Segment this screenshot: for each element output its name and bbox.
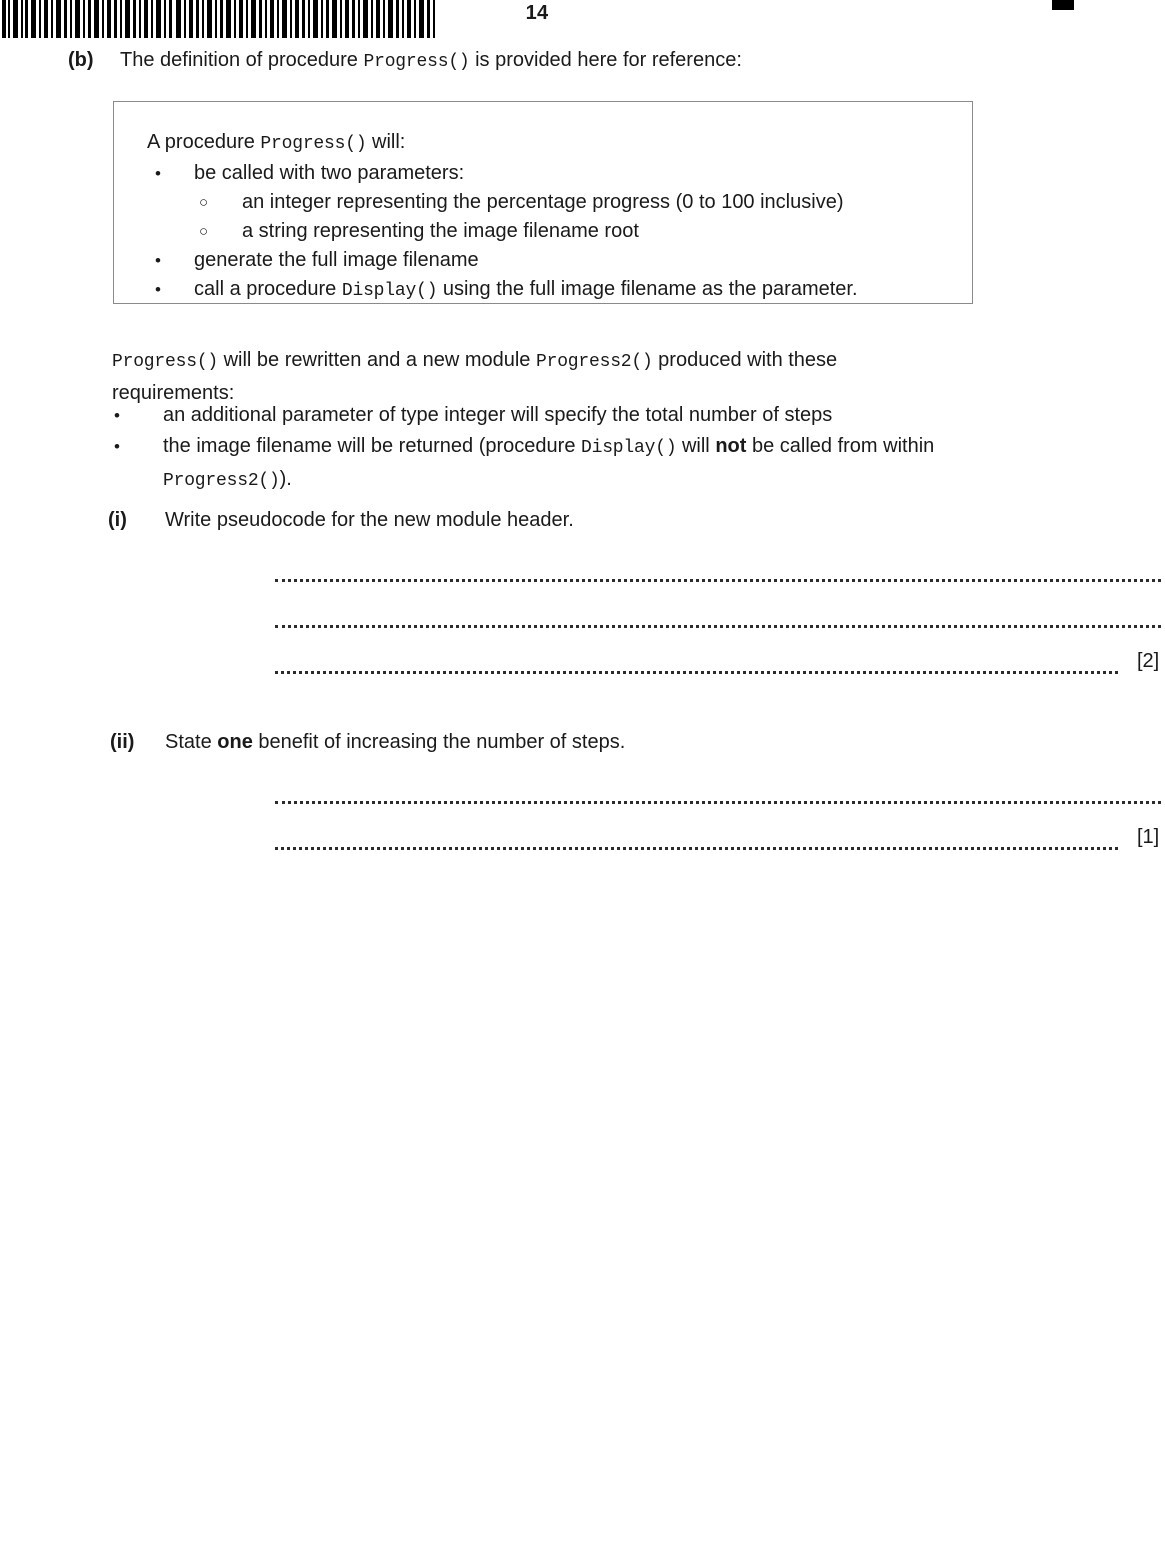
part-b-label: (b) [68,49,94,71]
definition-item-text: a string representing the image filename root [242,220,639,242]
definition-item-text: generate the full image filename [194,249,479,271]
sub-question-ii [108,729,1160,848]
answer-dotted-rule [275,843,1118,850]
circle-bullet-icon: ○ [199,194,209,211]
requirements-item-text-after: be called from within [746,435,935,457]
procedure-definition-content [147,128,960,306]
definition-intro-code: Progress() [260,134,367,154]
answer-line[interactable] [275,575,1165,621]
answer-dotted-rule [275,667,1118,674]
answer-line[interactable] [275,650,1165,713]
definition-intro-before: A procedure [147,131,261,153]
sub-question-ii-text-before: State [165,731,218,753]
bullet-icon: • [155,280,161,299]
answer-line[interactable] [275,797,1165,843]
requirements-item [112,431,1057,497]
definition-item [147,246,960,275]
marks-allocation: [2] [1137,650,1160,672]
definition-item [147,275,960,306]
definition-item-text-after: using the full image filename as the parameter. [437,278,858,300]
definition-item [147,188,960,217]
requirements-item-code-2: Progress2() [163,471,280,491]
marks-allocation: [1] [1137,826,1160,848]
answer-dotted-rule [275,621,1161,628]
answer-dotted-rule [275,575,1161,582]
requirements-list [112,400,1057,497]
sub-question-i-stem [108,507,1058,534]
bullet-icon: • [114,437,120,456]
page-number: 14 [525,2,549,24]
answer-line[interactable] [275,621,1165,667]
requirements-code-2: Progress2() [535,352,653,372]
answer-lines-ii[interactable] [275,797,1165,889]
requirements-item [112,400,1057,431]
sub-question-ii-roman: (ii) [110,731,135,753]
part-b-intro [68,47,1028,75]
sub-question-ii-text-after: benefit of increasing the number of steps. [252,731,626,753]
sub-question-ii-bold: one [217,731,253,753]
definition-item-code: Display() [341,281,438,301]
sub-question-ii-stem [108,729,1058,756]
sub-question-i [108,507,1160,672]
requirements-code-1: Progress() [112,352,219,372]
answer-line[interactable] [275,826,1165,889]
definition-item [147,159,960,188]
sub-question-i-text: Write pseudocode for the new module header. [165,509,574,531]
definition-intro-after: will: [366,131,406,153]
requirements-item-text-before: the image filename will be returned (procedure [163,435,581,457]
requirements-text-end: produced with these [652,349,838,371]
definition-intro [147,128,960,159]
requirements-item-text-end: ). [279,468,292,490]
part-b-code: Progress() [363,52,470,72]
bullet-icon: • [155,251,161,270]
procedure-definition-box [113,101,973,304]
corner-registration-mark [1052,0,1074,10]
requirements-item-code-1: Display() [581,438,677,458]
answer-dotted-rule [275,797,1161,804]
requirements-text-mid: will be rewritten and a new module [218,349,536,371]
part-b-text-before: The definition of procedure [120,49,364,71]
requirements-item-text: an additional parameter of type integer will specify the total number of steps [163,404,833,426]
requirements-text-line2: requirements: [112,382,235,404]
circle-bullet-icon: ○ [199,223,209,240]
definition-item-text: be called with two parameters: [194,162,465,184]
requirements-item-text-mid: will [676,435,716,457]
definition-item-text-before: call a procedure [194,278,342,300]
part-b-text-after: is provided here for reference: [469,49,742,71]
requirements-item-bold: not [715,435,747,457]
bullet-icon: • [114,406,120,425]
definition-item-text: an integer representing the percentage progress (0 to 100 inclusive) [242,191,844,213]
answer-lines-i[interactable] [275,575,1165,713]
sub-question-i-roman: (i) [108,509,127,531]
bullet-icon: • [155,164,161,183]
definition-item [147,217,960,246]
